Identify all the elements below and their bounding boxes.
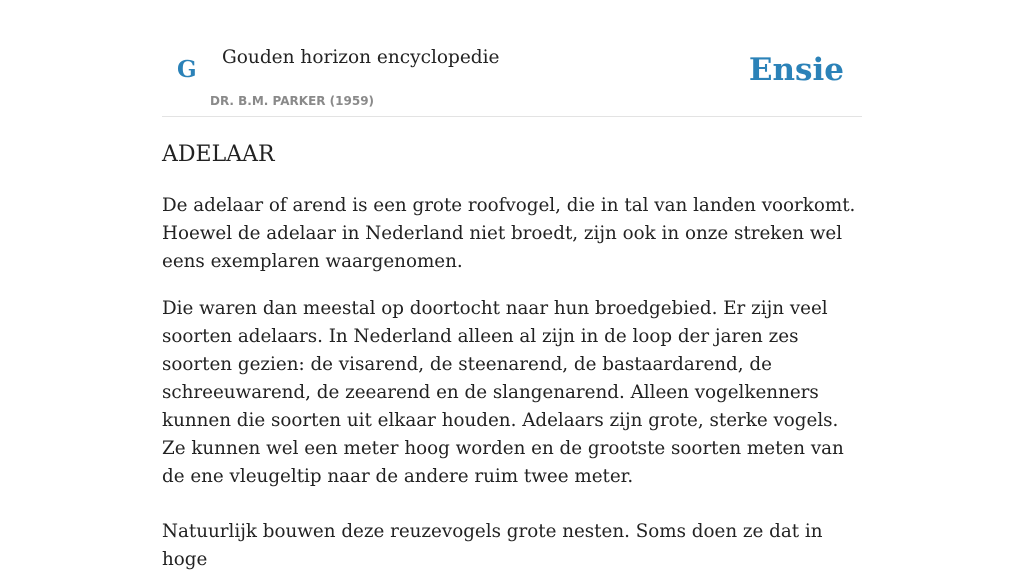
book-logo[interactable]: G [177,56,197,83]
article-body [162,192,866,574]
book-title-link[interactable]: Gouden horizon encyclopedie [222,47,500,68]
article-paragraph: Natuurlijk bouwen deze reuzevogels grote nesten. Soms doen ze dat in hoge [162,521,823,570]
ensie-logo-link[interactable]: Ensie [748,52,844,88]
article-paragraph: Die waren dan meestal op doortocht naar hun broedgebied. Er zijn veel soorten adelaars. In Nederland alleen al zijn in de loop der jaren zes soorten gezien: de visarend, de steenarend, de bastaardarend, de schreeuwarend, de zeearend en de slangenarend. Alleen vogelkenners kunnen die soorten uit elkaar houden. Adelaars zijn grote, sterke vogels. Ze kunnen wel een meter hoog worden en de grootste soorten meten van de ene vleugeltip naar de andere ruim twee meter. [162,298,844,487]
book-author: DR. B.M. PARKER (1959) [210,94,375,108]
article-paragraph: De adelaar of arend is een grote roofvogel, die in tal van landen voorkomt. Hoewel de adelaar in Nederland niet broedt, zijn ook in onze streken wel eens exemplaren waargenomen. [162,195,856,272]
article-title: ADELAAR [162,142,275,167]
header [162,0,862,117]
